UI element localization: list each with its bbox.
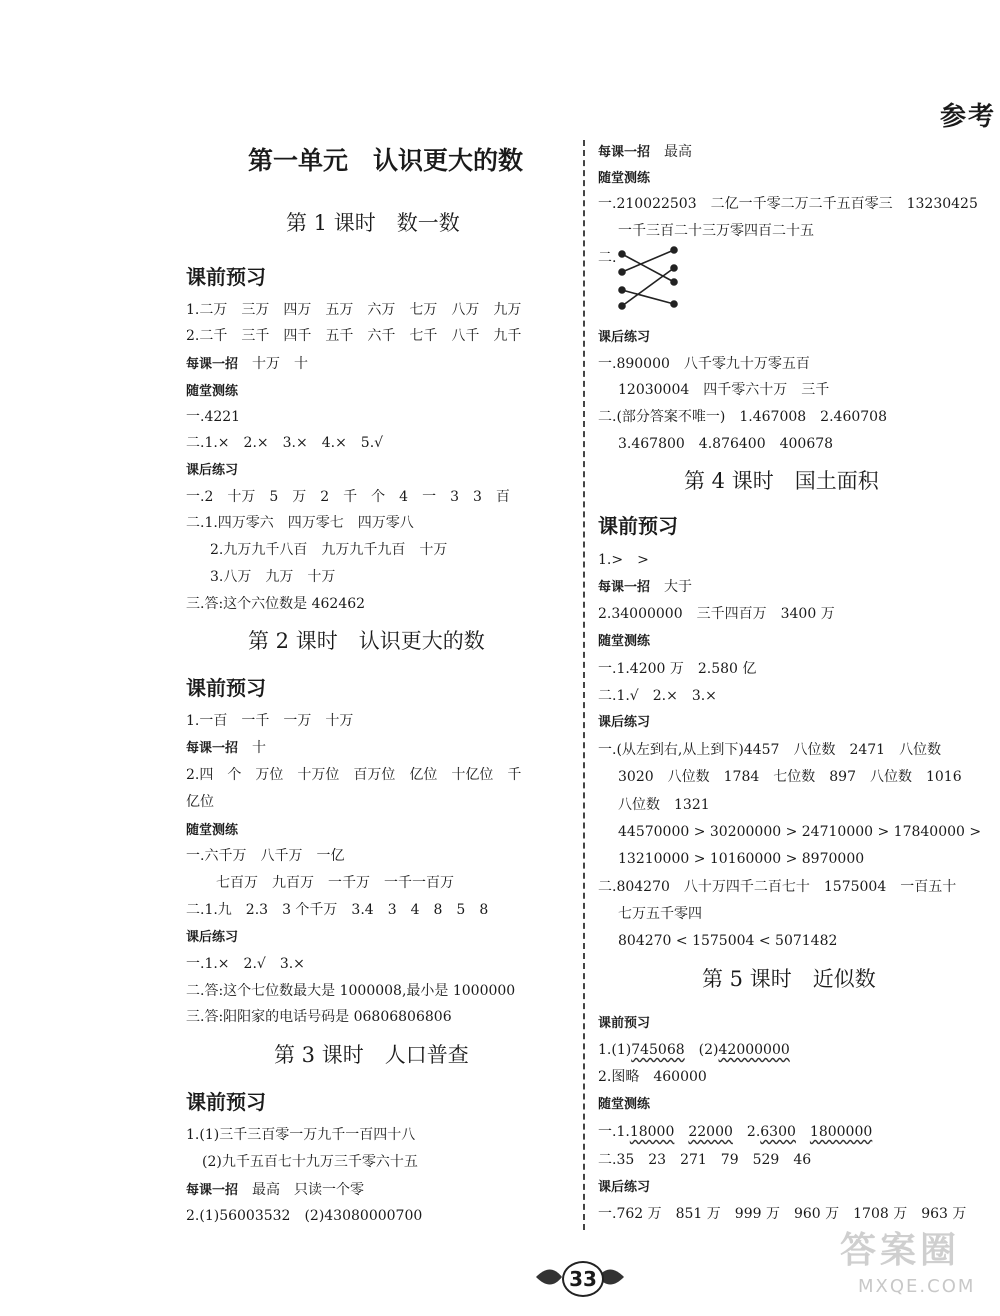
- lesson-2-tip: [186, 739, 266, 758]
- lesson-1-quiz-line: 二.1.× 2.× 3.× 4.× 5.√: [186, 435, 384, 451]
- lesson-1-preview-line: 2.二千 三千 四千 五千 六千 七千 八千 九千: [186, 328, 522, 344]
- lesson-4-quiz-line: 二.1.√ 2.× 3.×: [598, 688, 717, 704]
- lesson-1-after-line: 二.1.四万零六 四万零七 四万零八: [186, 515, 414, 531]
- page-number-ornament: [532, 1257, 628, 1297]
- lesson-1-after-line: 一.2 十万 5 万 2 千 个 4 一 3 3 百: [186, 489, 510, 505]
- lesson-3-preview-line: 2.(1)56003532 (2)43080000700: [186, 1208, 423, 1224]
- lesson-3-title: 第 3 课时 人口普查: [274, 1043, 469, 1067]
- lesson-3-tip-continued: [598, 143, 692, 162]
- lesson-1-preview-line: 1.二万 三万 四万 五万 六万 七万 八万 九万: [186, 302, 522, 318]
- lesson-3-preview-line: (2)九千五百七十九万三千零六十五: [202, 1154, 418, 1170]
- lesson-3-quiz-line: 二.: [598, 250, 617, 266]
- lesson-1-after-line: 2.九万九千八百 九万九千九百 十万: [210, 542, 448, 558]
- lesson-1-tip: [186, 355, 308, 374]
- lesson-4-title: 第 4 课时 国土面积: [684, 469, 879, 493]
- lesson-3-tip: [186, 1181, 364, 1200]
- lesson-4-after-heading: 课后练习: [598, 715, 651, 730]
- lesson-4-after-line: 3020 八位数 1784 七位数 897 八位数 1016: [618, 769, 962, 785]
- lesson-3-after-line: 3.467800 4.876400 400678: [618, 436, 834, 452]
- lesson-3-quiz-heading: 随堂测练: [598, 171, 651, 186]
- match-dot: [671, 265, 677, 271]
- lesson-2-after-heading: 课后练习: [186, 930, 239, 945]
- lesson-3-after-line: 一.890000 八千零九十万零五百: [598, 356, 810, 372]
- lesson-2-preview-heading: 课前预习: [186, 676, 266, 700]
- lesson-1-quiz-line: 一.4221: [186, 409, 241, 425]
- tip-text: 最高 只读一个零: [252, 1182, 365, 1198]
- column-divider: [583, 140, 585, 1230]
- tip-text: 最高: [664, 144, 693, 160]
- underlined-answer: 42000000: [718, 1042, 790, 1058]
- match-dot: [671, 247, 677, 253]
- lesson-3-after-heading: 课后练习: [598, 330, 651, 345]
- lesson-4-after-line: 八位数 1321: [618, 797, 710, 813]
- match-dot: [619, 269, 625, 275]
- lesson-4-after-line: 七万五千零四: [618, 906, 702, 922]
- lesson-2-quiz-line: 二.1.九 2.3 3 个千万 3.4 3 4 8 5 8: [186, 902, 489, 918]
- lesson-4-preview-line: 2.34000000 三千四百万 3400 万: [598, 606, 835, 622]
- match-line: [622, 268, 674, 306]
- lesson-4-after-line: 44570000 > 30200000 > 24710000 > 17840000 >: [618, 824, 982, 840]
- lesson-3-after-line: 12030004 四千零六十万 三千: [618, 382, 830, 398]
- lesson-3-quiz-line: 一.210022503 二亿一千零二万二千五百零三 13230425: [598, 196, 978, 212]
- tip-label: 每课一招: [186, 1183, 239, 1198]
- underlined-answer: 1800000: [809, 1124, 873, 1140]
- tip-label: 每课一招: [598, 145, 651, 160]
- lesson-1-after-line: 3.八万 九万 十万: [210, 569, 336, 585]
- unit-title: 第一单元 认识更大的数: [248, 146, 524, 175]
- match-dot: [619, 303, 625, 309]
- lesson-4-quiz-heading: 随堂测练: [598, 634, 651, 649]
- lesson-4-preview-line: 1.> >: [598, 552, 649, 568]
- tip-text: 大于: [664, 579, 693, 595]
- lesson-2-quiz-heading: 随堂测练: [186, 823, 239, 838]
- watermark-logo: [838, 1222, 998, 1312]
- lesson-4-preview-heading: 课前预习: [598, 514, 678, 538]
- lesson-3-preview-heading: 课前预习: [186, 1090, 266, 1114]
- lesson-2-after-line: 三.答:阳阳家的电话号码是 06806806806: [186, 1009, 452, 1025]
- lesson-4-quiz-line: 一.1.4200 万 2.580 亿: [598, 661, 757, 677]
- lesson-5-quiz-line: 二.35 23 271 79 529 46: [598, 1152, 812, 1168]
- text: (2): [698, 1042, 719, 1058]
- matching-lines-diagram: [618, 246, 682, 314]
- lesson-2-preview-line: 2.四 个 万位 十万位 百万位 亿位 十亿位 千: [186, 767, 522, 783]
- lesson-4-after-line: 13210000 > 10160000 > 8970000: [618, 851, 865, 867]
- tip-text: 十万 十: [252, 356, 309, 372]
- page-corner-title: 参考: [940, 102, 997, 132]
- lesson-2-title: 第 2 课时 认识更大的数: [248, 629, 485, 653]
- tip-label: 每课一招: [186, 357, 239, 372]
- lesson-4-after-line: 804270 < 1575004 < 5071482: [618, 933, 838, 949]
- match-line: [622, 290, 674, 304]
- text: 一.1.: [598, 1124, 630, 1140]
- lesson-2-quiz-line: 一.六千万 八千万 一亿: [186, 848, 345, 864]
- lesson-5-preview-line: [598, 1041, 790, 1059]
- watermark-url: MXQE.COM: [858, 1276, 976, 1297]
- lesson-3-quiz-line: 一千三百二十三万零四百二十五: [618, 223, 814, 239]
- match-dot: [671, 279, 677, 285]
- lesson-1-preview-heading: 课前预习: [186, 265, 266, 289]
- underlined-answer: 6300: [760, 1124, 796, 1140]
- lesson-2-quiz-line: 七百万 九百万 一千万 一千一百万: [216, 875, 454, 891]
- watermark-text: 答案圈: [840, 1230, 961, 1271]
- lesson-5-title: 第 5 课时 近似数: [702, 967, 876, 991]
- lesson-5-after-line: 一.762 万 851 万 999 万 960 万 1708 万 963 万: [598, 1206, 967, 1222]
- lesson-5-after-heading: 课后练习: [598, 1180, 651, 1195]
- match-dot: [671, 301, 677, 307]
- lesson-1-title: 第 1 课时 数一数: [286, 211, 460, 235]
- lesson-3-preview-line: 1.(1)三千三百零一万九千一百四十八: [186, 1127, 416, 1143]
- underlined-answer: 745068: [631, 1042, 685, 1058]
- tip-text: 十: [252, 740, 267, 756]
- lesson-1-quiz-heading: 随堂测练: [186, 384, 239, 399]
- underlined-answer: 22000: [688, 1124, 733, 1140]
- lesson-5-preview-line: 2.图略 460000: [598, 1069, 707, 1085]
- lesson-2-preview-line: 1.一百 一千 一万 十万: [186, 713, 354, 729]
- lesson-1-after-heading: 课后练习: [186, 463, 239, 478]
- lesson-4-after-line: 一.(从左到右,从上到下)4457 八位数 2471 八位数: [598, 742, 942, 758]
- text: 1.(1): [598, 1042, 632, 1058]
- lesson-5-quiz-heading: 随堂测练: [598, 1097, 651, 1112]
- match-dot: [619, 287, 625, 293]
- lesson-5-quiz-line: [598, 1123, 872, 1141]
- lesson-2-after-line: 一.1.× 2.√ 3.×: [186, 956, 305, 972]
- lesson-2-preview-line: 亿位: [186, 794, 214, 810]
- lesson-1-after-line: 三.答:这个六位数是 462462: [186, 596, 366, 612]
- lesson-4-after-line: 二.804270 八十万四千二百七十 1575004 一百五十: [598, 879, 957, 895]
- text: 2.: [746, 1124, 761, 1140]
- match-dot: [619, 251, 625, 257]
- lesson-3-after-line: 二.(部分答案不唯一) 1.467008 2.460708: [598, 409, 887, 425]
- tip-label: 每课一招: [186, 741, 239, 756]
- lesson-5-preview-heading: 课前预习: [598, 1016, 651, 1031]
- lesson-2-after-line: 二.答:这个七位数最大是 1000008,最小是 1000000: [186, 983, 516, 999]
- page-number: 33: [562, 1261, 604, 1297]
- lesson-4-tip: [598, 578, 692, 597]
- underlined-answer: 18000: [629, 1124, 675, 1140]
- tip-label: 每课一招: [598, 580, 651, 595]
